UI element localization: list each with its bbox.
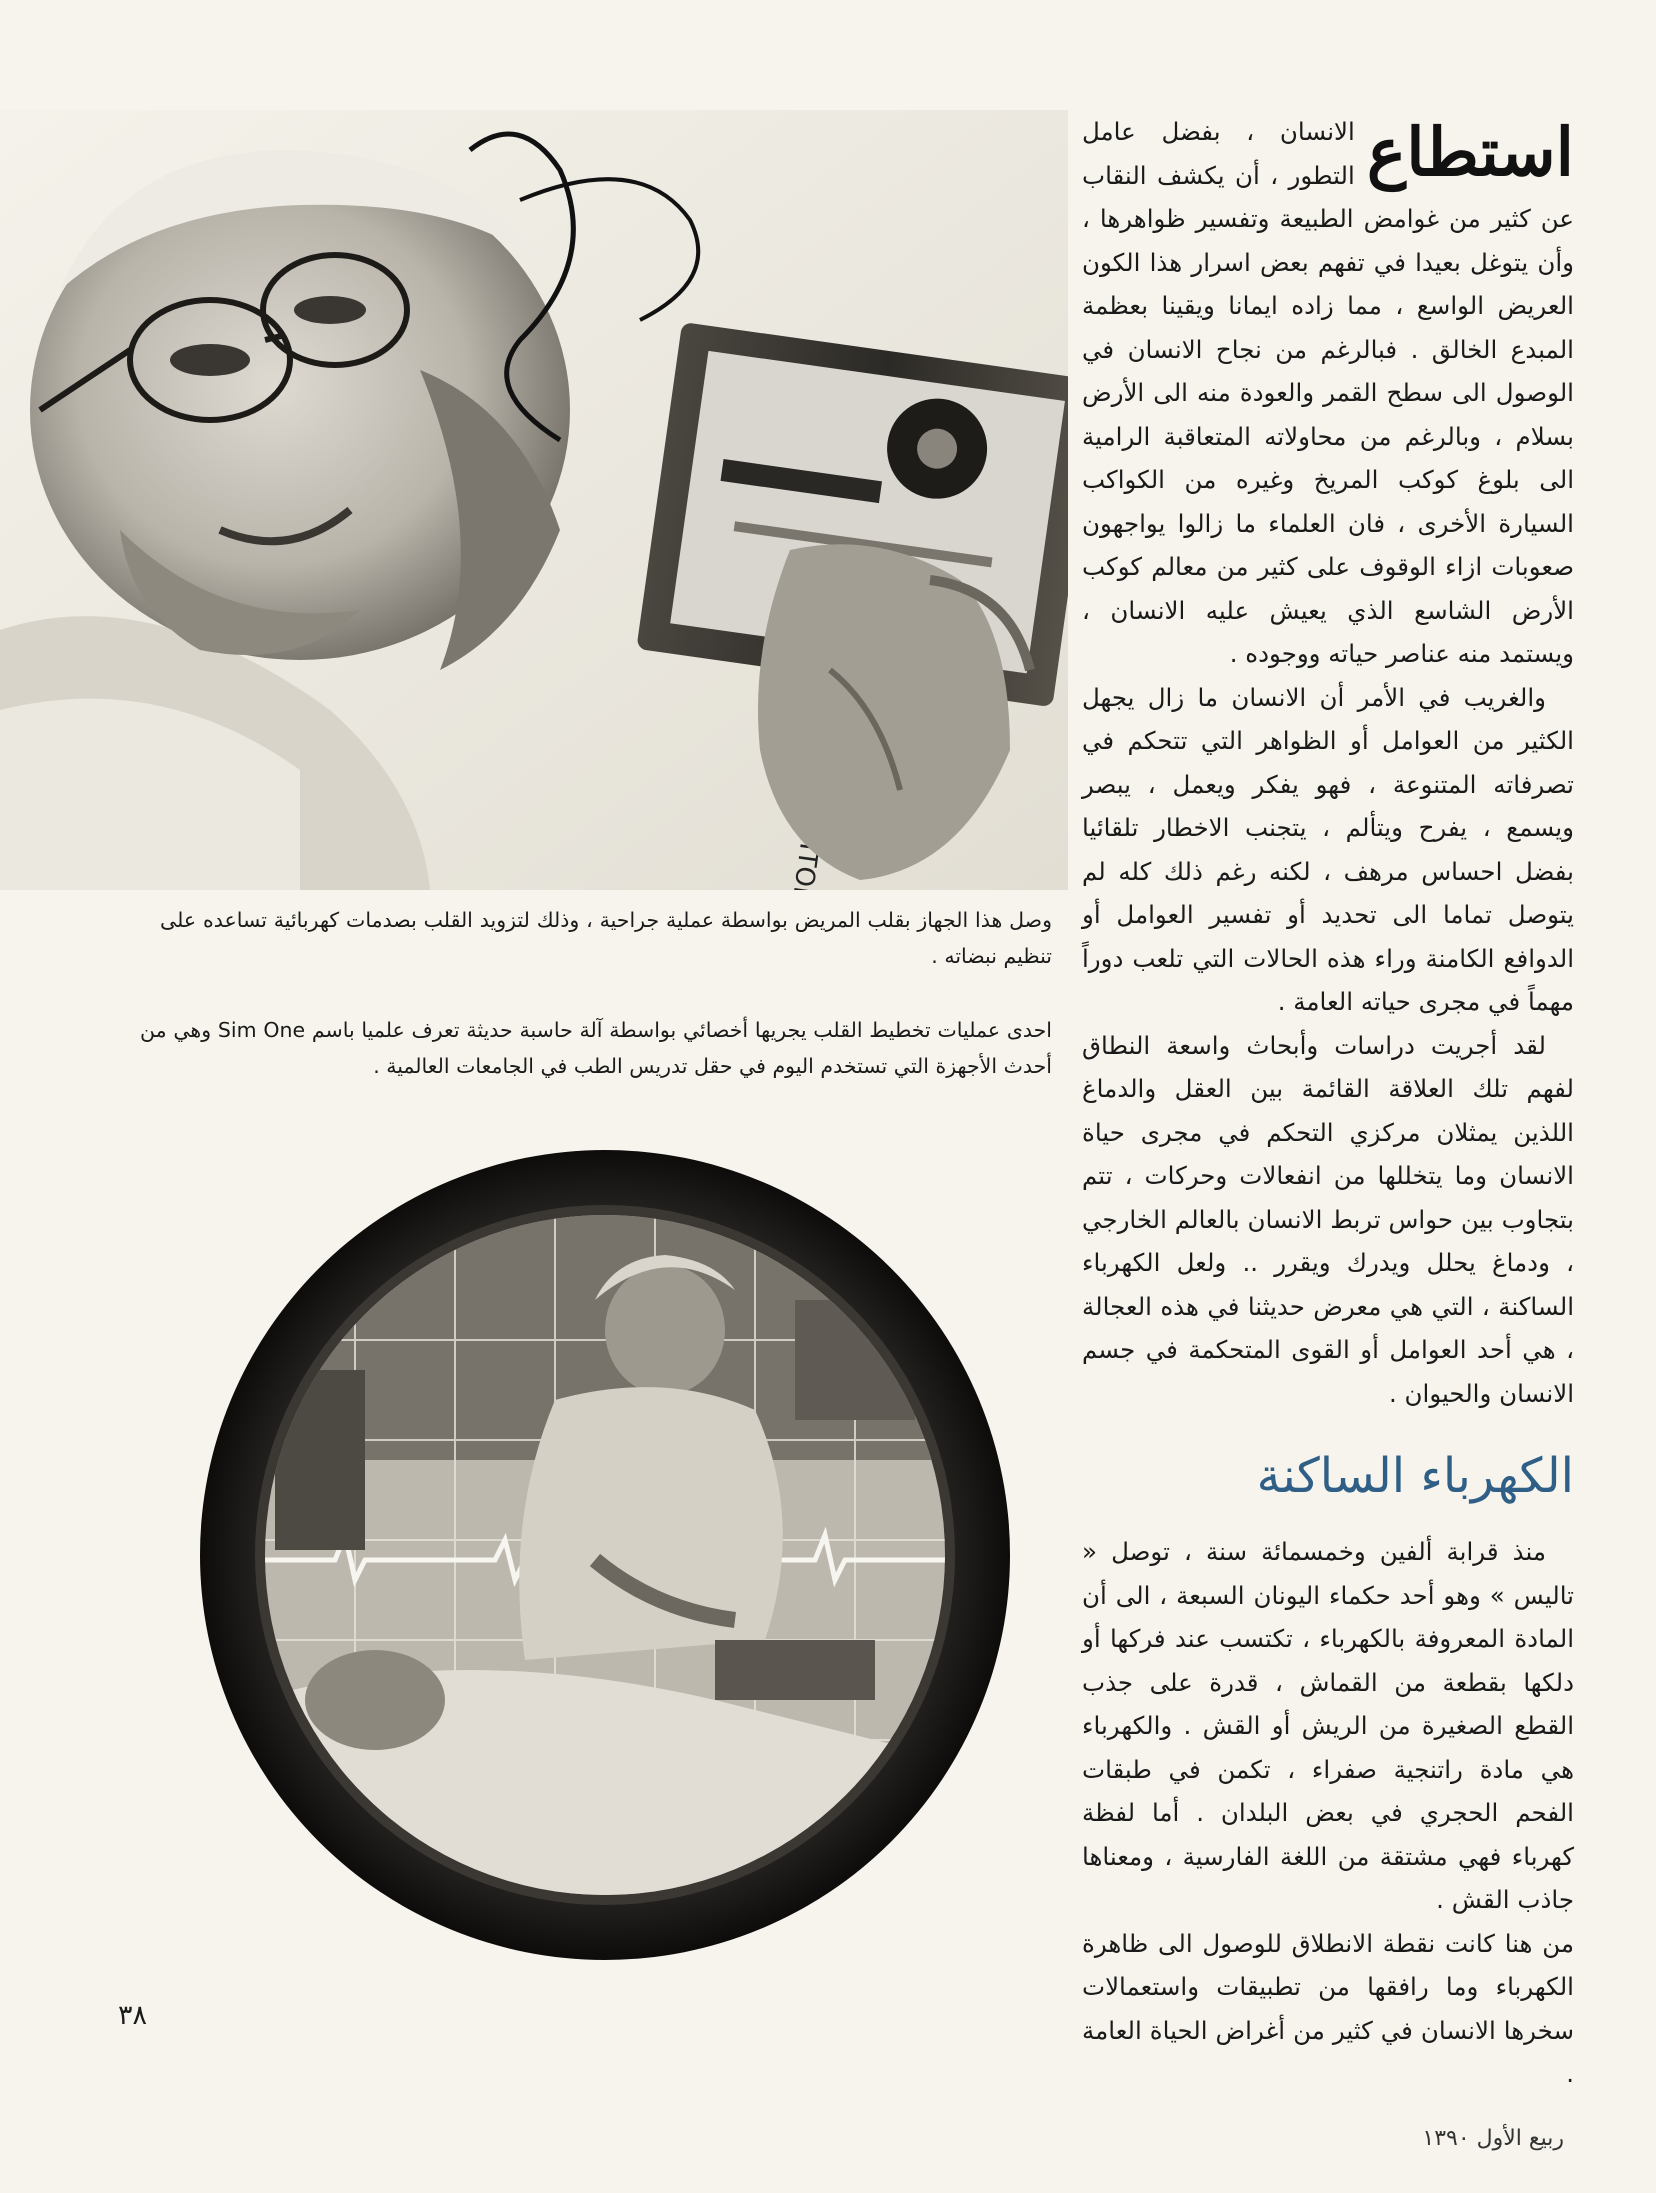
- section-body: [1082, 1530, 1574, 2096]
- patient-pacemaker-photo: [0, 110, 1068, 890]
- section-paragraph-2: من هنا كانت نقطة الانطلاق للوصول الى ظاهرة الكهرباء وما رافقها من تطبيقات واستعمالات سخرها الانسان في كثير من أغراض الحياة العامة .: [1082, 1928, 1574, 2088]
- section-paragraph-1: منذ قرابة ألفين وخمسمائة سنة ، توصل « تاليس » وهو أحد حكماء اليونان السبعة ، الى أن المادة المعروفة بالكهرباء ، تكتسب عند فركها أو دلكها بقطعة من القماش ، قدرة على جذب القطع الصغيرة من الريش أو القش . والكهرباء هي مادة راتنجية صفراء ، تكمن في طبقات الفحم الحجري في بعض البلدان . أما لفظة كهرباء فهي مشتقة من اللغة الفارسية ، ومعناها جاذب القش .: [1082, 1537, 1574, 1914]
- section-heading: الكهرباء الساكنة: [1256, 1448, 1574, 1504]
- drop-cap-word: استطاع: [1366, 113, 1574, 191]
- issue-date: ربيع الأول ١٣٩٠: [1422, 2126, 1564, 2151]
- surgery-circular-photo: [195, 1140, 1015, 1970]
- page-number: ٣٨: [118, 2000, 148, 2031]
- article-paragraph-1: [1082, 110, 1574, 676]
- photo-caption-pacemaker: وصل هذا الجهاز بقلب المريض بواسطة عملية جراحية ، وذلك لتزويد القلب بصدمات كهربائية تساعده على تنظيم نبضاته .: [160, 908, 1052, 968]
- article-body: [1082, 110, 1574, 1415]
- article-paragraph-3: لقد أجريت دراسات وأبحاث واسعة النطاق لفهم تلك العلاقة القائمة بين العقل والدماغ اللذين يمثلان مركزي التحكم في مجرى حياة الانسان وما يتخللها من انفعالات وحركات ، تتم بتجاوب بين حواس تربط الانسان بالعالم الخارجي ، ودماغ يحلل ويدرك ويقرر .. ولعل الكهرباء الساكنة ، التي هي معرض حديثنا في هذه العجالة ، هي أحد العوامل أو القوى المتحكمة في جسم الانسان والحيوان .: [1082, 1030, 1574, 1408]
- article-lead-text: الانسان ، بفضل عامل التطور ، أن يكشف النقاب عن كثير من غوامض الطبيعة وتفسير ظواهرها ، وأن يتوغل بعيدا في تفهم بعض اسرار هذا الكون العريض الواسع ، مما زاده ايمانا ويقينا بعظمة المبدع الخالق . فبالرغم من نجاح الانسان في الوصول الى سطح القمر والعودة منه الى الأرض بسلام ، وبالرغم من محاولاته المتعاقبة الرامية الى بلوغ كوكب المريخ وغيره من الكواكب السيارة الأخرى ، فان العلماء ما زالوا يواجهون صعوبات ازاء الوقوف على كثير من معالم كوكب الأرض الشاسع الذي يعيش عليه الانسان ، ويستمد منه عناصر حياته ووجوده .: [1082, 117, 1574, 668]
- photo-caption-sim-one: احدى عمليات تخطيط القلب يجريها أخصائي بواسطة آلة حاسبة حديثة تعرف علميا باسم Sim One وهي من أحدث الأجهزة التي تستخدم اليوم في حقل تدريس الطب في الجامعات العالمية .: [140, 1018, 1052, 1078]
- article-paragraph-2: والغريب في الأمر أن الانسان ما زال يجهل الكثير من العوامل أو الظواهر التي تتحكم في تصرفاته المتنوعة ، فهو يفكر ويعمل ، يبصر ويسمع ، يفرح ويتألم ، يتجنب الاخطار تلقائيا بفضل احساس مرهف ، لكنه رغم ذلك كله لم يتوصل تماما الى تحديد أو تفسير العوامل أو الدوافع الكامنة وراء هذه الحالات التي تلعب دوراً مهماً في مجرى حياته العامة .: [1082, 682, 1574, 1016]
